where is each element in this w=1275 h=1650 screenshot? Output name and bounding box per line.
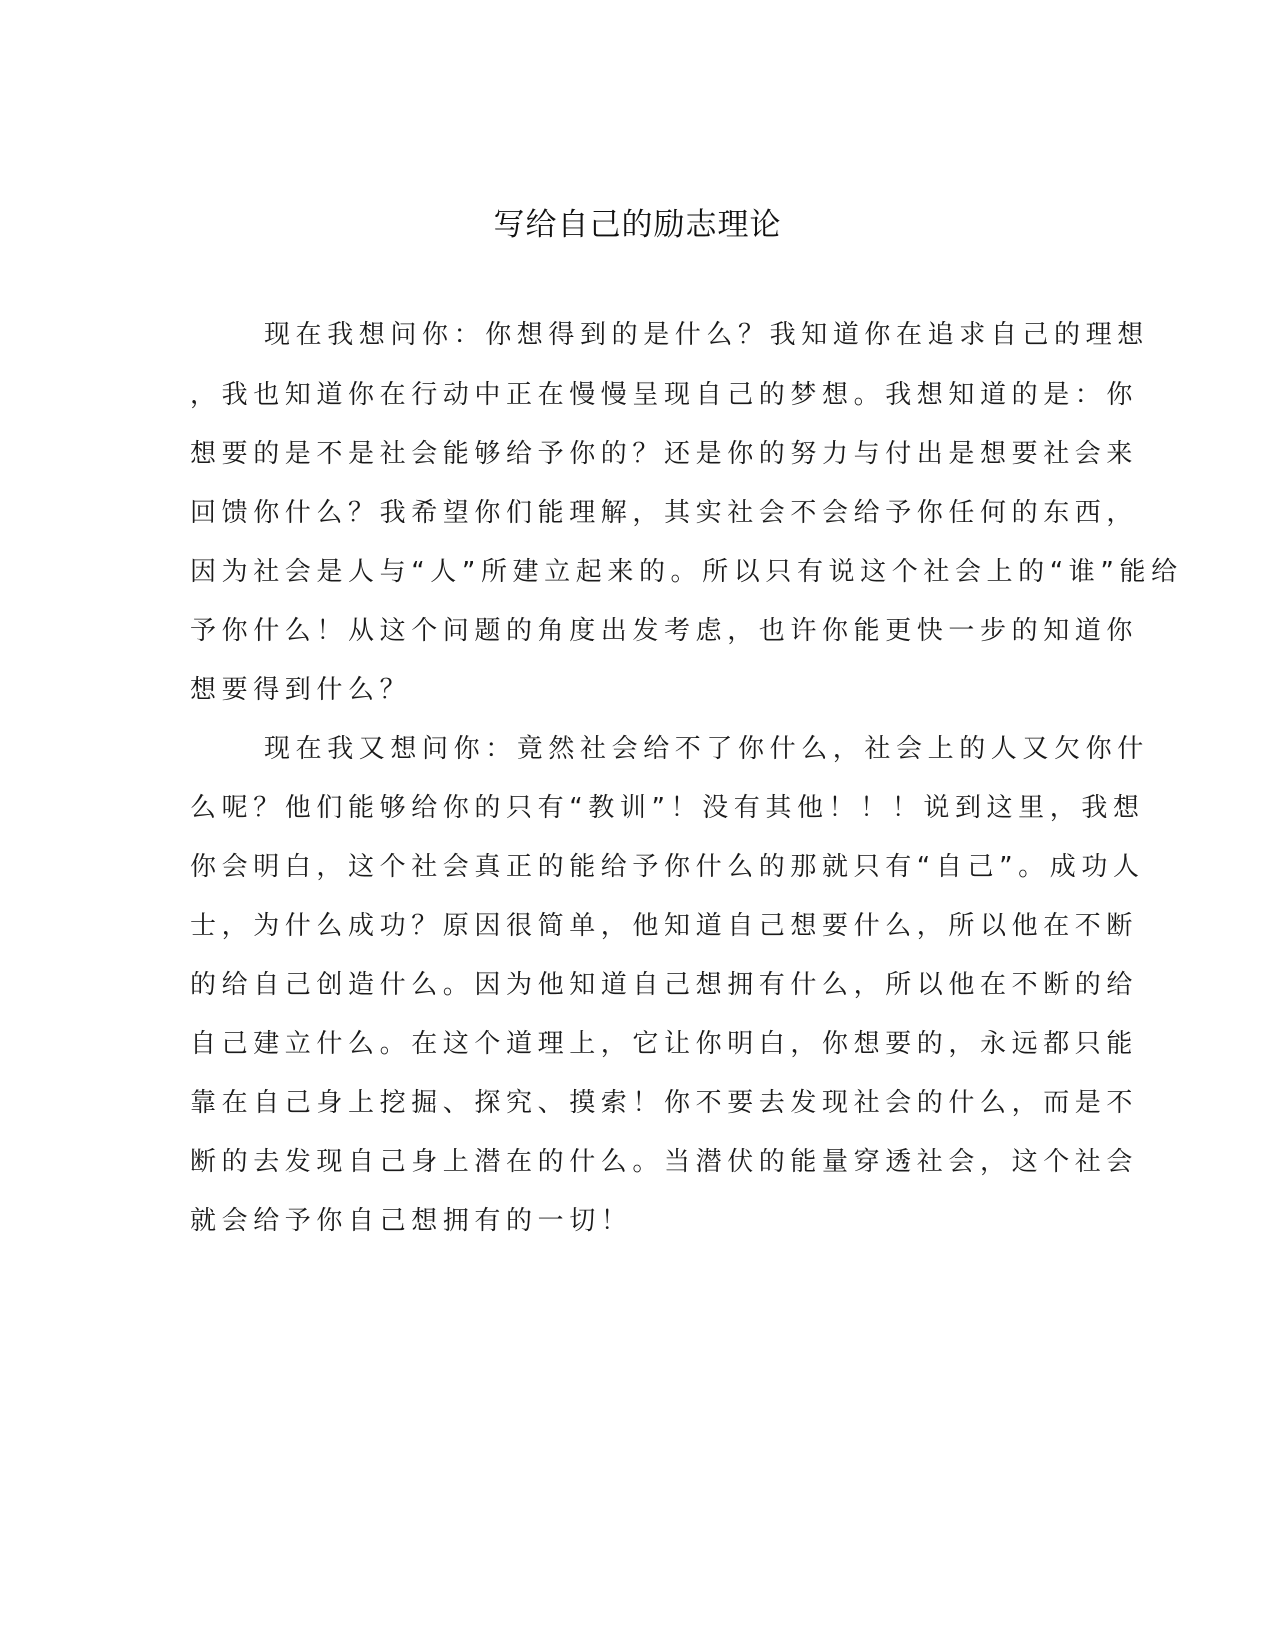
paragraph-line: 回馈你什么？我希望你们能理解，其实社会不会给予你任何的东西， [190, 498, 1139, 528]
paragraph-line: 现在我又想问你：竟然社会给不了你什么，社会上的人又欠你什 [264, 734, 1149, 764]
document-title: 写给自己的励志理论 [493, 207, 782, 243]
paragraph-line: 么呢？他们能够给你的只有“教训”！没有其他！！！说到这里，我想 [190, 793, 1145, 823]
paragraph-line: ，我也知道你在行动中正在慢慢呈现自己的梦想。我想知道的是：你 [190, 380, 1139, 410]
paragraph-line: 士，为什么成功？原因很简单，他知道自己想要什么，所以他在不断 [190, 911, 1139, 941]
paragraph-line: 因为社会是人与“人”所建立起来的。所以只有说这个社会上的“谁”能给 [190, 557, 1183, 587]
paragraph-line: 断的去发现自己身上潜在的什么。当潜伏的能量穿透社会，这个社会 [190, 1147, 1139, 1177]
paragraph-line: 现在我想问你：你想得到的是什么？我知道你在追求自己的理想 [264, 320, 1149, 350]
paragraph-line: 想要得到什么？ [190, 675, 412, 705]
paragraph-line: 你会明白，这个社会真正的能给予你什么的那就只有“自己”。成功人 [190, 852, 1145, 882]
paragraph-line: 想要的是不是社会能够给予你的？还是你的努力与付出是想要社会来 [190, 439, 1139, 469]
paragraph-line: 自己建立什么。在这个道理上，它让你明白，你想要的，永远都只能 [190, 1029, 1139, 1059]
paragraph-line: 的给自己创造什么。因为他知道自己想拥有什么，所以他在不断的给 [190, 970, 1139, 1000]
paragraph-line: 予你什么！从这个问题的角度出发考虑，也许你能更快一步的知道你 [190, 616, 1139, 646]
paragraph-line: 靠在自己身上挖掘、探究、摸索！你不要去发现社会的什么，而是不 [190, 1088, 1139, 1118]
paragraph-line: 就会给予你自己想拥有的一切！ [190, 1206, 633, 1236]
